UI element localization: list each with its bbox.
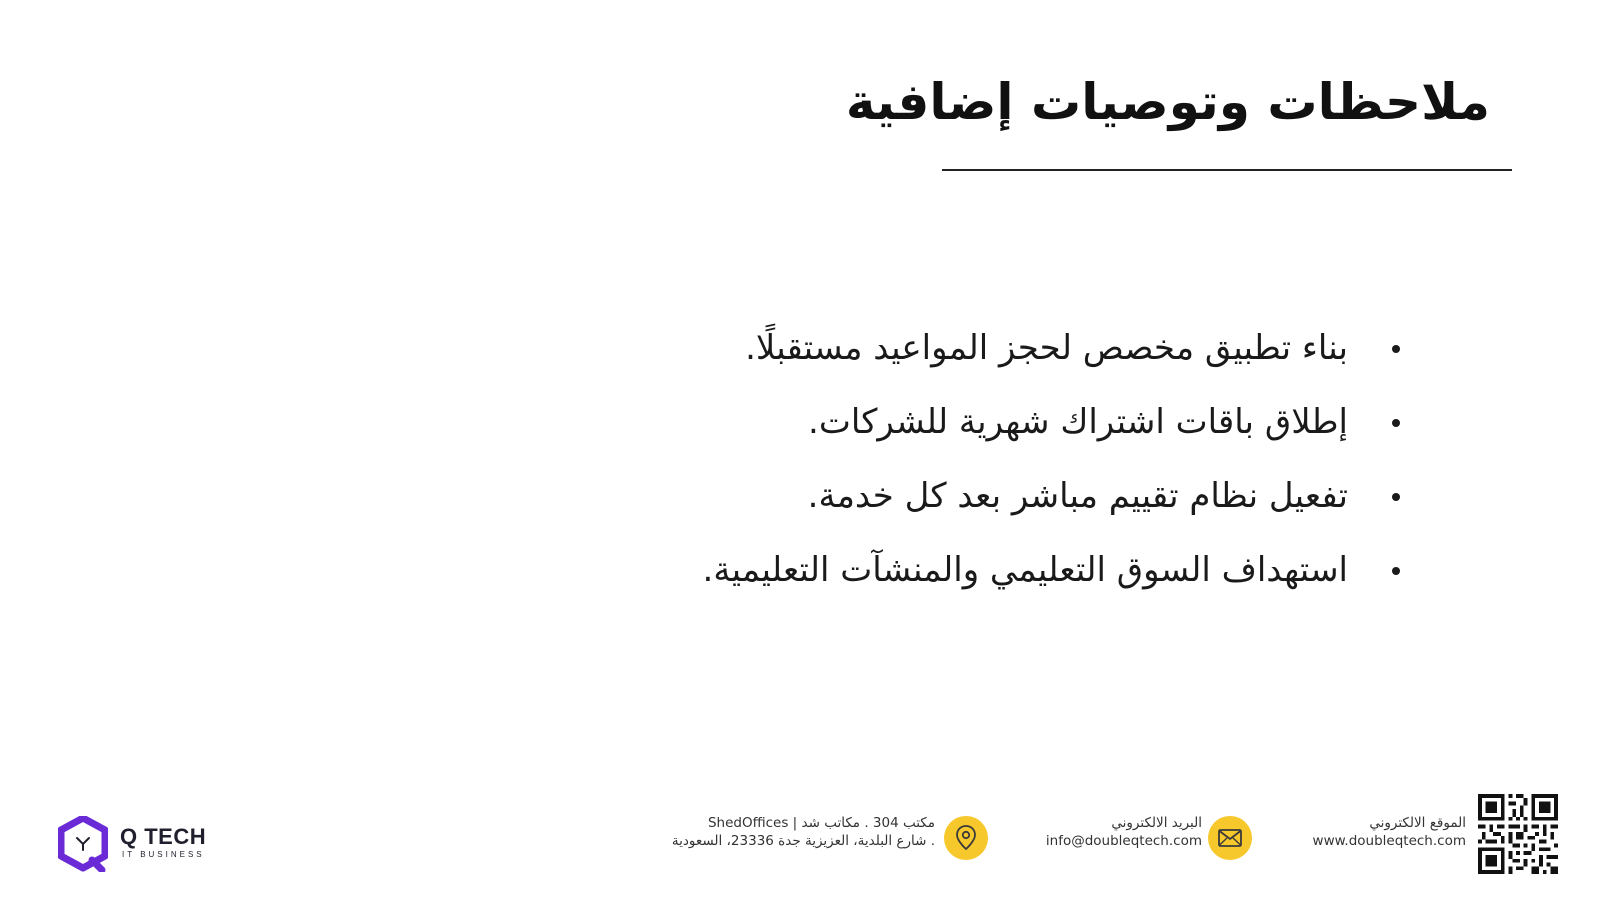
bullet-dot-icon: [1392, 567, 1400, 575]
address-line-1: مكتب 304 . مكاتب شد | ShedOffices: [707, 815, 935, 831]
website-link[interactable]: www.doubleqtech.com: [1312, 833, 1466, 849]
title-underline: [942, 169, 1512, 171]
envelope-icon: [1208, 816, 1252, 860]
logo-name: Q TECH: [120, 824, 207, 849]
email-block: [1046, 814, 1202, 850]
website-label: الموقع الالكتروني: [1369, 815, 1466, 831]
bullet-dot-icon: [1392, 345, 1400, 353]
company-logo: [58, 816, 228, 874]
list-item: [500, 392, 1400, 466]
email-label: البريد الالكتروني: [1111, 815, 1202, 831]
list-item-text: بناء تطبيق مخصص لحجز المواعيد مستقبلًا.: [745, 328, 1348, 368]
website-block: [1313, 814, 1466, 850]
list-item-text: إطلاق باقات اشتراك شهرية للشركات.: [808, 402, 1348, 442]
logo-tagline: IT BUSINESS: [122, 850, 205, 859]
location-pin-icon: [944, 816, 988, 860]
bullet-dot-icon: [1392, 493, 1400, 501]
slide-title: ملاحظات وتوصيات إضافية: [845, 73, 1490, 131]
bullet-dot-icon: [1392, 419, 1400, 427]
list-item: [500, 466, 1400, 540]
list-item: [500, 540, 1400, 614]
list-item-text: استهداف السوق التعليمي والمنشآت التعليمية.: [702, 550, 1348, 590]
recommendations-list: [500, 318, 1400, 614]
footer: [0, 780, 1600, 890]
qr-code-icon: [1478, 794, 1558, 874]
address-block: [672, 814, 935, 850]
list-item-text: تفعيل نظام تقييم مباشر بعد كل خدمة.: [807, 476, 1348, 516]
list-item: [500, 318, 1400, 392]
email-link[interactable]: info@doubleqtech.com: [1045, 833, 1202, 849]
address-line-2: . شارع البلدية، العزيزية جدة 23336، السعودية: [671, 833, 935, 849]
logo-hexagon-icon: [58, 816, 108, 872]
